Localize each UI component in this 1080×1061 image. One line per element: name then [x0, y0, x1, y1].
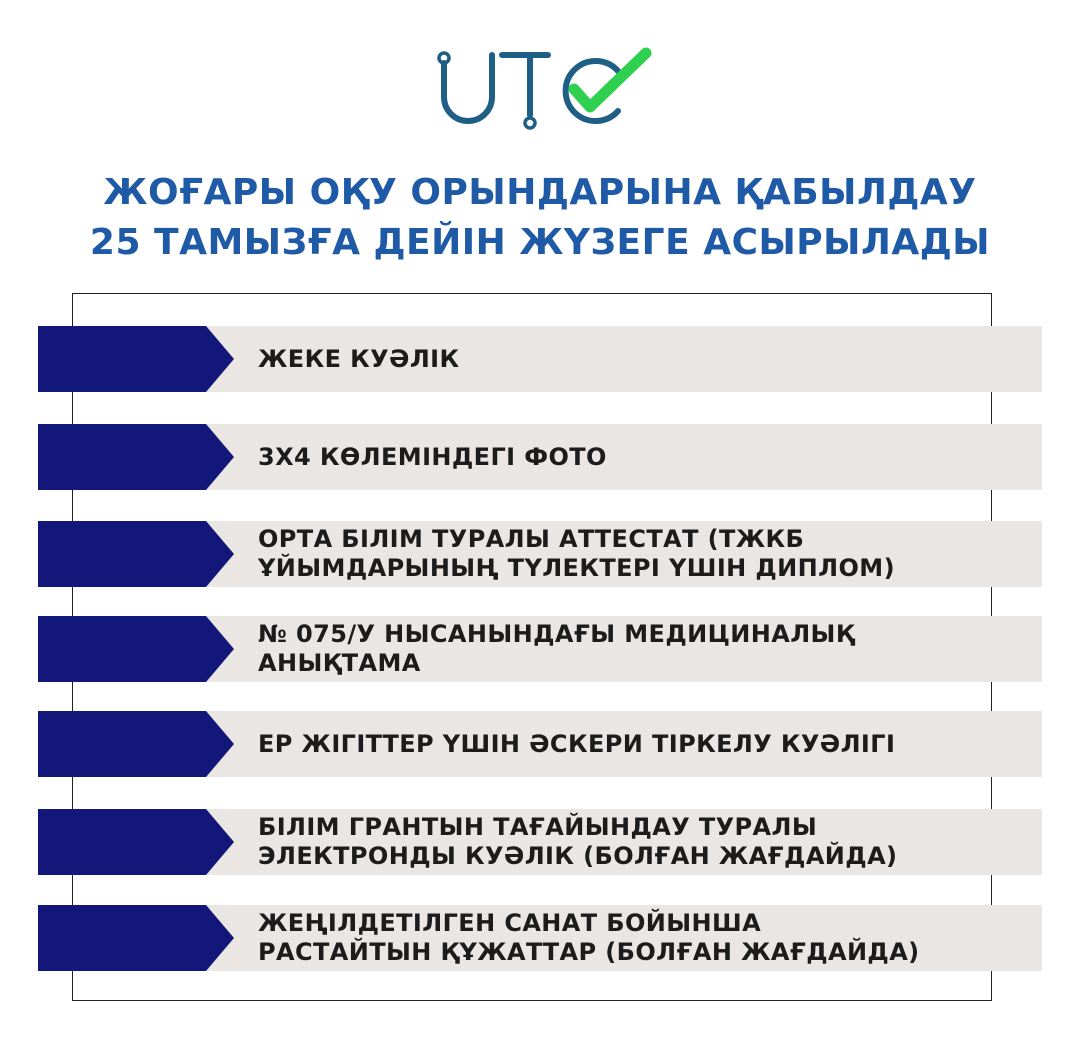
item-label-line: ЕР ЖІГІТТЕР ҮШІН ӘСКЕРИ ТІРКЕЛУ КУӘЛІГІ — [258, 729, 896, 758]
utc-logo — [432, 45, 652, 137]
document-item-id-card — [38, 326, 1042, 392]
item-label-line: ҰЙЫМДАРЫНЫҢ ТҮЛЕКТЕРІ ҮШІН ДИПЛОМ) — [258, 554, 895, 582]
item-label-line: № 075/У НЫСАНЫНДАҒЫ МЕДИЦИНАЛЫҚ — [258, 620, 855, 648]
item-label-line: ЖЕКЕ КУӘЛІК — [258, 344, 460, 373]
document-item-grant — [38, 809, 1042, 875]
item-label-line: РАСТАЙТЫН ҚҰЖАТТАР (БОЛҒАН ЖАҒДАЙДА) — [258, 938, 920, 966]
item-label — [258, 326, 1028, 392]
document-item-photo — [38, 424, 1042, 490]
item-label-line: ОРТА БІЛІМ ТУРАЛЫ АТТЕСТАТ (ТЖКБ — [258, 525, 805, 553]
item-label — [258, 424, 1028, 490]
headline-line-1: ЖОҒАРЫ ОҚУ ОРЫНДАРЫНА ҚАБЫЛДАУ — [103, 172, 977, 213]
item-label — [258, 711, 1028, 777]
arrow-marker-icon — [38, 424, 234, 490]
item-label — [258, 521, 1028, 587]
document-item-certificate — [38, 521, 1042, 587]
document-item-benefits — [38, 905, 1042, 971]
item-label-line: 3Х4 КӨЛЕМІНДЕГІ ФОТО — [258, 442, 607, 471]
item-label — [258, 905, 1028, 971]
headline-line-2: 25 ТАМЫЗҒА ДЕЙІН ЖҮЗЕГЕ АСЫРЫЛАДЫ — [89, 222, 991, 263]
arrow-marker-icon — [38, 809, 234, 875]
arrow-marker-icon — [38, 711, 234, 777]
item-label-line: ЭЛЕКТРОНДЫ КУӘЛІК (БОЛҒАН ЖАҒДАЙДА) — [258, 842, 898, 870]
item-label-line: АНЫҚТАМА — [258, 649, 421, 677]
arrow-marker-icon — [38, 521, 234, 587]
arrow-marker-icon — [38, 905, 234, 971]
arrow-marker-icon — [38, 616, 234, 682]
item-label — [258, 809, 1028, 875]
item-label-line: БІЛІМ ГРАНТЫН ТАҒАЙЫНДАУ ТУРАЛЫ — [258, 813, 818, 841]
document-item-military — [38, 711, 1042, 777]
arrow-marker-icon — [38, 326, 234, 392]
document-item-medical — [38, 616, 1042, 682]
item-label-line: ЖЕҢІЛДЕТІЛГЕН САНАТ БОЙЫНША — [258, 909, 762, 937]
item-label — [258, 616, 1028, 682]
